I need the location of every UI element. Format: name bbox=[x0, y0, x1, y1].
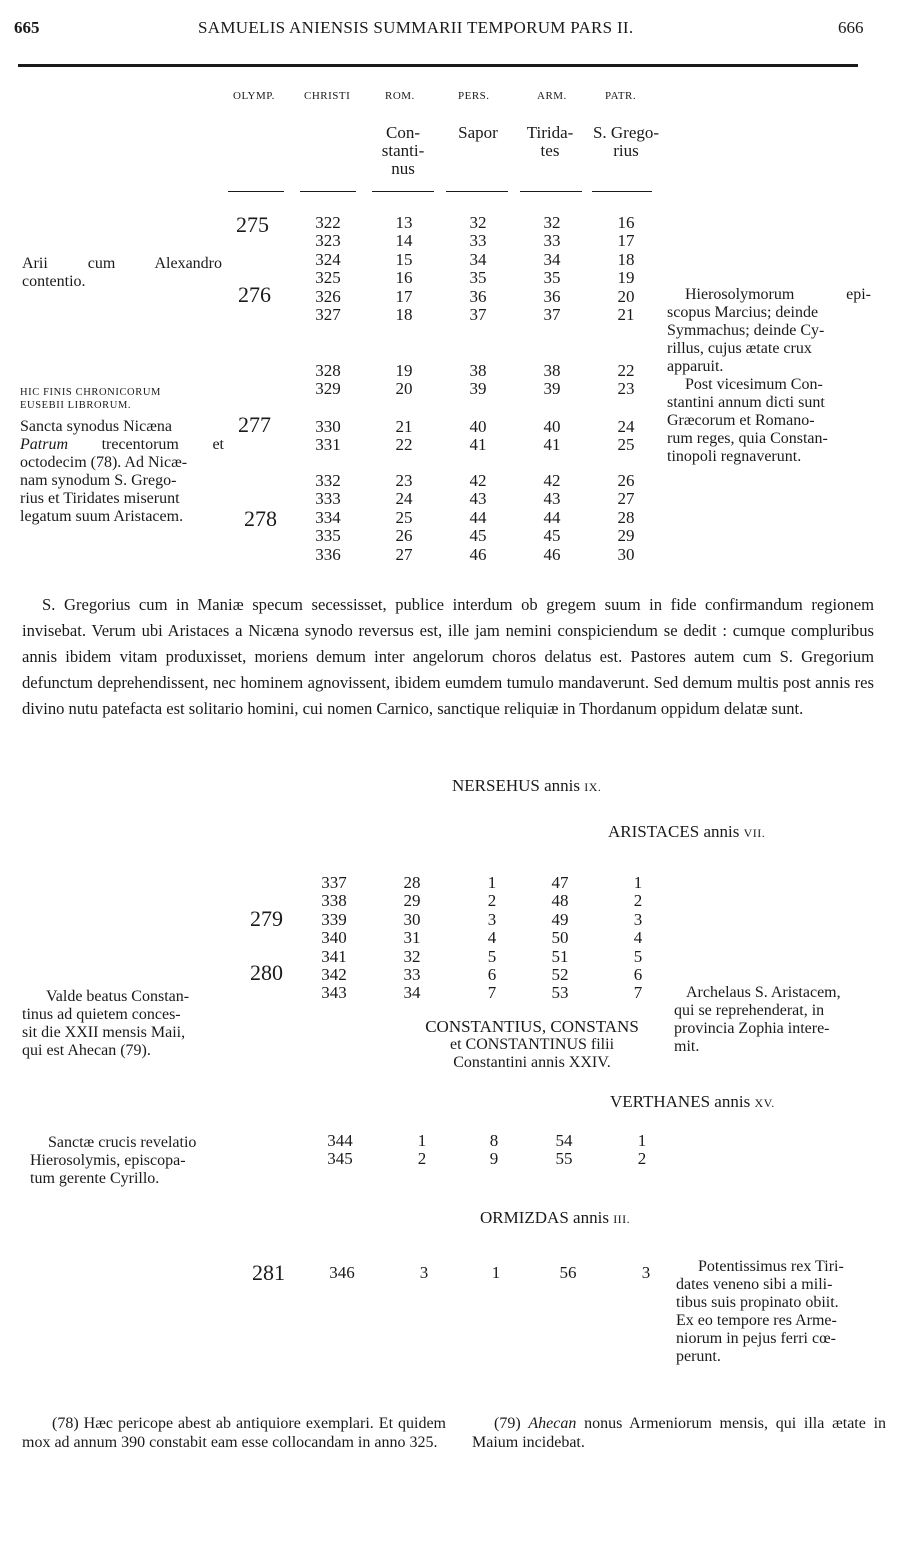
footnote-79: (79) Ahecan nonus Armeniorum mensis, qui illa ætate in Maium incidebat. bbox=[472, 1415, 887, 1451]
year-rom: 3 bbox=[419, 1263, 429, 1282]
rom-column-t2: 28 29 30 31 32 33 34 bbox=[403, 873, 421, 1003]
year-christi: 333 bbox=[315, 489, 341, 509]
patr-column-block3: 24 25 bbox=[617, 417, 635, 455]
note-archelaus: Archelaus S. Aristacem, qui se reprehenderat, in provincia Zophia intere- mit. bbox=[674, 984, 841, 1055]
note-arii: Arii cum Alexandro contentio. bbox=[22, 255, 222, 290]
year-christi: 328 bbox=[315, 361, 341, 380]
pers-column-block1: 32 33 34 35 36 37 bbox=[469, 213, 487, 325]
year-christi: 325 bbox=[315, 268, 341, 288]
year-christi: 334 bbox=[315, 507, 341, 527]
col-label-patr: PATR. bbox=[605, 90, 637, 102]
rom-column-block1: 13 14 15 16 17 18 bbox=[395, 213, 413, 325]
note-valde: Valde beatus Constan- tinus ad quietem conces- sit die XXII mensis Maii, qui est Ahecan (79). bbox=[22, 988, 190, 1059]
pers-column-block4: 42 43 44 45 46 bbox=[469, 471, 487, 564]
rom-column-block2: 19 20 bbox=[395, 361, 413, 399]
year-christi: 335 bbox=[315, 526, 341, 546]
olymp-number: 279 bbox=[250, 906, 283, 931]
year-christi: 332 bbox=[315, 471, 341, 490]
rom-column-t3: 1 2 bbox=[417, 1131, 427, 1169]
col-rule bbox=[372, 191, 434, 192]
pers-column-block3: 40 41 bbox=[469, 417, 487, 455]
patr-column-t2: 1 2 3 4 5 6 7 bbox=[633, 873, 643, 1003]
christi-column-block2 bbox=[306, 362, 350, 399]
col-name-pers: Sapor bbox=[458, 123, 498, 142]
col-rule bbox=[228, 191, 284, 192]
olymp-number: 278 bbox=[244, 506, 277, 531]
year-christi: 330 bbox=[315, 417, 341, 436]
christi-column-t2: 337 338 339 340 341 342 343 bbox=[321, 873, 347, 1003]
year-christi: 322 bbox=[315, 213, 341, 232]
arm-column-block1: 32 33 34 35 36 37 bbox=[543, 213, 561, 325]
year-patr: 3 bbox=[641, 1263, 651, 1282]
arm-column-block2: 38 39 bbox=[543, 361, 561, 399]
col-rule bbox=[520, 191, 582, 192]
year-christi: 336 bbox=[315, 544, 341, 564]
olymp-number: 275 bbox=[236, 212, 269, 237]
reign-verthanes: VERTHANES annis XV. bbox=[610, 1092, 775, 1111]
note-crucis: Sanctæ crucis revelatio Hierosolymis, episcopa- tum gerente Cyrillo. bbox=[30, 1134, 197, 1187]
christi-column-block4 bbox=[306, 472, 350, 564]
reign-constantius: CONSTANTIUS, CONSTANS et CONSTANTINUS filii Constantini annis XXIV. bbox=[425, 1017, 639, 1071]
page-number-right: 666 bbox=[838, 18, 864, 37]
patr-column-block2: 22 23 bbox=[617, 361, 635, 399]
col-label-pers: PERS. bbox=[458, 90, 490, 102]
header-rule bbox=[18, 64, 858, 67]
col-name-arm: Tirida- tes bbox=[526, 123, 574, 160]
patr-column-block1: 16 17 18 19 20 21 bbox=[617, 213, 635, 325]
arm-column-t3: 54 55 bbox=[555, 1131, 573, 1169]
running-title: SAMUELIS ANIENSIS SUMMARII TEMPORUM PARS II. bbox=[198, 18, 634, 37]
patr-column-t3: 1 2 bbox=[637, 1131, 647, 1169]
page-number-left: 665 bbox=[14, 18, 40, 37]
main-paragraph: S. Gregorius cum in Maniæ specum secessisset, publice interdum ob gregem suum in fide confirmandum regionem invisebat. Verum ubi Aristaces a Nicæna synodo reversus est, ille jam nemini conspiciendum se dedit : cumque compluribus annis ibidem vitam produxisset, moriens demum inter angelorum choros delatus est. Pastores autem cum S. Gregorium defunctum deprehendissent, nec hominem agnovissent, ibidem eumdem tumulo mandaverunt. Sed demum multis post annis res divino nutu patefacta est solitario homini, cui nomen Carnico, sanctique reliquiæ in Thordanum oppidum delatæ sunt. bbox=[22, 595, 874, 718]
note-potentissimus: Potentissimus rex Tiri- dates veneno sibi a mili- tibus suis propinato obiit. Ex eo tempore res Arme- niorum in pejus ferri cœ- perunt. bbox=[676, 1258, 844, 1365]
col-label-rom: ROM. bbox=[385, 90, 415, 102]
year-christi: 331 bbox=[315, 435, 341, 455]
year-pers: 1 bbox=[491, 1263, 501, 1282]
arm-column-t2: 47 48 49 50 51 52 53 bbox=[551, 873, 569, 1003]
arm-column-block4: 42 43 44 45 46 bbox=[543, 471, 561, 564]
pers-column-t3: 8 9 bbox=[489, 1131, 499, 1169]
note-hic-finis: HIC FINIS CHRONICORUM EUSEBII LIBRORUM. bbox=[20, 387, 161, 411]
footnote-78: (78) Hæc pericope abest ab antiquiore exemplari. Et quidem mox ad annum 390 constabit eam esse collocandam in anno 325. bbox=[22, 1415, 446, 1451]
year-christi: 323 bbox=[315, 231, 341, 251]
reign-aristaces: ARISTACES annis VII. bbox=[608, 822, 766, 841]
col-label-arm: ARM. bbox=[537, 90, 567, 102]
rom-column-block4: 23 24 25 26 27 bbox=[395, 471, 413, 564]
christi-column-block1 bbox=[306, 214, 350, 324]
col-rule bbox=[592, 191, 652, 192]
arm-column-block3: 40 41 bbox=[543, 417, 561, 455]
year-arm: 56 bbox=[559, 1263, 577, 1282]
olymp-number: 277 bbox=[238, 412, 271, 437]
year-christi: 346 bbox=[329, 1263, 355, 1282]
pers-column-t2: 1 2 3 4 5 6 7 bbox=[487, 873, 497, 1003]
col-rule bbox=[446, 191, 508, 192]
christi-column-block3 bbox=[306, 418, 350, 455]
year-christi: 329 bbox=[315, 379, 341, 399]
note-hierosolymorum: Hierosolymorum epi- scopus Marcius; deinde Symmachus; deinde Cy- rillus, cujus ætate crux apparuit. Post vicesimum Con- stantini annum dicti sunt Græcorum et Romano- rum reges, quia Constan- tinopoli regnaverunt. bbox=[667, 286, 871, 465]
col-label-olymp: OLYMP. bbox=[233, 90, 275, 102]
col-name-rom: Con- stanti- nus bbox=[381, 123, 425, 178]
col-label-christi: CHRISTI bbox=[304, 90, 351, 102]
pers-column-block2: 38 39 bbox=[469, 361, 487, 399]
year-christi: 327 bbox=[315, 305, 341, 325]
year-christi: 326 bbox=[315, 286, 341, 306]
olymp-number: 281 bbox=[252, 1260, 285, 1285]
reign-ormizdas: ORMIZDAS annis III. bbox=[480, 1208, 631, 1227]
christi-column-t3: 344 345 bbox=[327, 1131, 353, 1169]
rom-column-block3: 21 22 bbox=[395, 417, 413, 455]
year-christi: 324 bbox=[315, 249, 341, 269]
col-rule bbox=[300, 191, 356, 192]
olymp-number: 276 bbox=[238, 282, 271, 307]
col-name-patr: S. Grego- rius bbox=[592, 123, 660, 160]
patr-column-block4: 26 27 28 29 30 bbox=[617, 471, 635, 564]
olymp-number: 280 bbox=[250, 960, 283, 985]
reign-nersehus: NERSEHUS annis IX. bbox=[452, 776, 602, 795]
note-synod: Sancta synodus Nicæna Patrum trecentorum et octodecim (78). Ad Nicæ- nam synodum S. Grego- rius et Tiridates miserunt legatum suum Aristacem. bbox=[20, 418, 224, 525]
